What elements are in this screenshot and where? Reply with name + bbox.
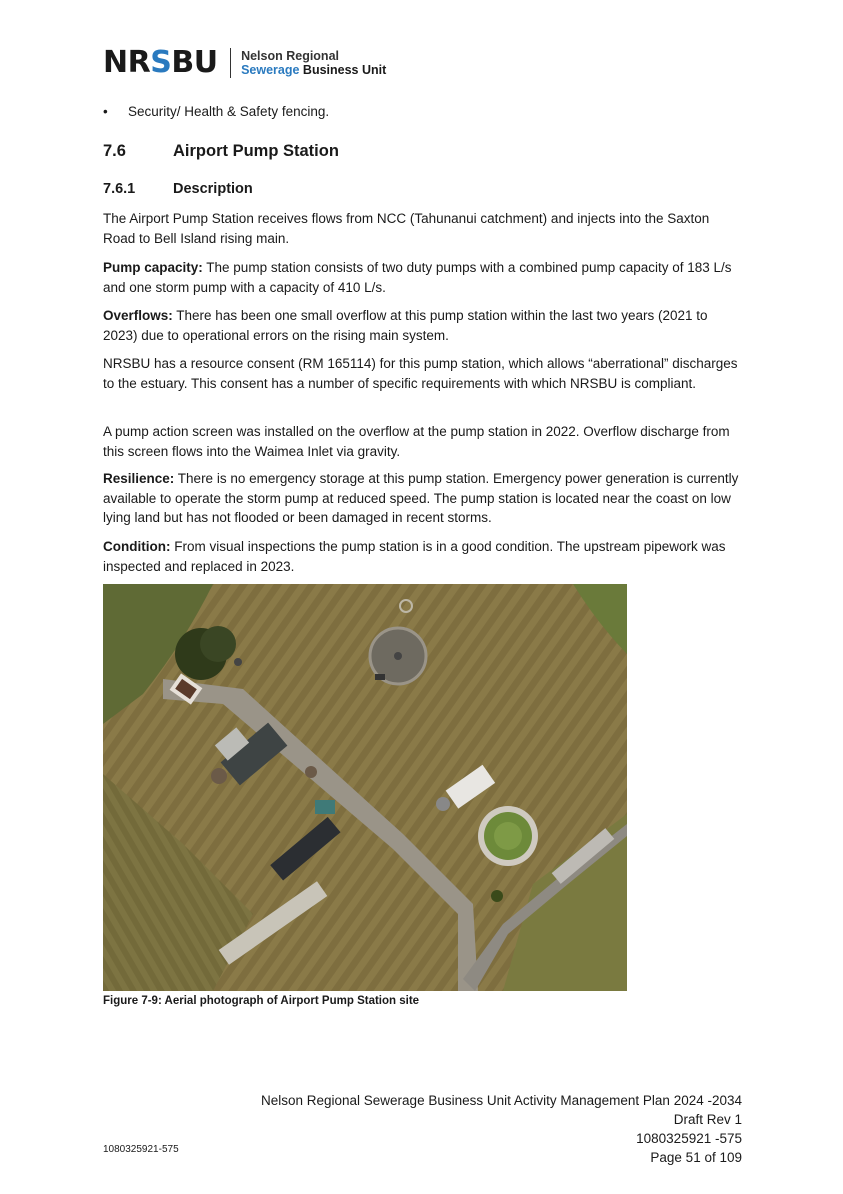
section-number: 7.6 [103, 142, 126, 160]
subsection-title: Description [173, 181, 253, 197]
overflows-paragraph: Overflows: There has been one small overflow at this pump station within the last two years (2021 to 2023) due to operational errors on the rising main system. [103, 308, 708, 343]
footer-page-number: Page 51 of 109 [650, 1150, 742, 1165]
capacity-paragraph: Pump capacity: The pump station consists of two duty pumps with a combined pump capacity of 183 L/s and one storm pump with a capacity of 410 L/s. [103, 260, 732, 295]
section-heading [103, 142, 339, 161]
section-title: Airport Pump Station [173, 142, 339, 160]
subsection-heading [103, 181, 253, 197]
bullet-item [103, 104, 329, 119]
intro-paragraph: The Airport Pump Station receives flows from NCC (Tahunanui catchment) and injects into the Saxton Road to Bell Island rising main. [103, 211, 710, 246]
logo-subtitle: Nelson Regional Sewerage Business Unit [241, 49, 387, 77]
condition-paragraph: Condition: From visual inspections the pump station is in a good condition. The upstream pipework was inspected and replaced in 2023. [103, 539, 726, 574]
page-footer [261, 1091, 742, 1167]
logo-divider [230, 48, 232, 78]
footer-reference: 1080325921 -575 [636, 1131, 742, 1146]
logo-wordmark: NRSBU [103, 45, 218, 80]
footer-plan-title: Nelson Regional Sewerage Business Unit Activity Management Plan 2024 -2034 [260, 1093, 742, 1108]
nrsbu-logo [103, 45, 387, 80]
bullet-text: Security/ Health & Safety fencing. [128, 104, 330, 119]
screen-paragraph: A pump action screen was installed on the overflow at the pump station in 2022. Overflow discharge from this screen flows into the Waimea Inlet via gravity. [103, 424, 730, 459]
consent-paragraph: NRSBU has a resource consent (RM 165114) for this pump station, which allows “aberrational” discharges to the estuary. This consent has a number of specific requirements with which NRSBU is compliant. [103, 356, 738, 391]
resilience-paragraph: Resilience: There is no emergency storage at this pump station. Emergency power generation is currently available to operate the storm pump at reduced speed. The pump station is located near the coast on low lying land but has not flooded or been damaged in recent storms. [103, 471, 739, 525]
figure-caption: Figure 7-9: Aerial photograph of Airport Pump Station site [103, 995, 420, 1007]
document-id: 1080325921-575 [103, 1144, 179, 1155]
bullet-symbol: • [103, 104, 108, 119]
subsection-number: 7.6.1 [103, 181, 136, 197]
aerial-photo [103, 584, 627, 991]
footer-revision: Draft Rev 1 [673, 1112, 742, 1127]
